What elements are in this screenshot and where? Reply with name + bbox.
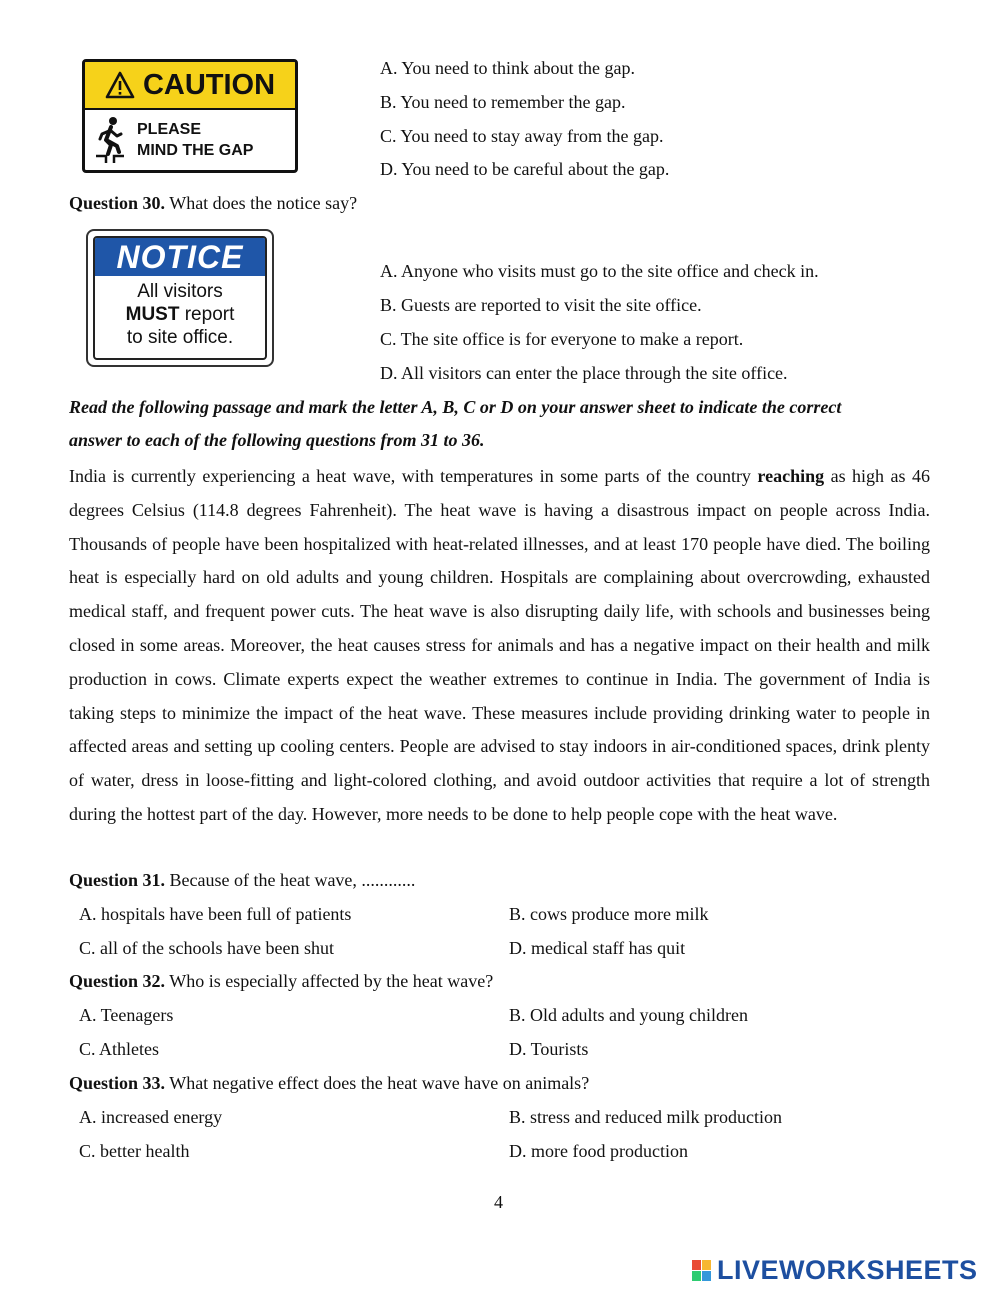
q33-text: What negative effect does the heat wave have on animals? <box>169 1073 590 1093</box>
q32-prompt <box>69 970 493 992</box>
q31-text: Because of the heat wave, ............ <box>169 870 416 890</box>
caution-sign-header <box>85 62 295 110</box>
reading-passage <box>69 460 930 832</box>
q31-option-c[interactable]: C. all of the schools have been shut <box>79 938 334 958</box>
logo-block <box>702 1271 711 1281</box>
logo-text: LIVEWORKSHEETS <box>717 1255 978 1285</box>
q30-option-c[interactable]: C. The site office is for everyone to make a report. <box>380 329 744 349</box>
logo-blocks-icon <box>692 1260 711 1281</box>
q33-number: Question 33. <box>69 1073 166 1093</box>
passage-keyword: reaching <box>757 466 825 486</box>
q30-option-a[interactable]: A. Anyone who visits must go to the site office and check in. <box>380 261 819 281</box>
warning-triangle-icon <box>105 71 135 99</box>
q33-option-d[interactable]: D. more food production <box>509 1141 688 1161</box>
logo-block <box>692 1260 701 1270</box>
instructions-line1: Read the following passage and mark the letter A, B, C or D on your answer sheet to indicate the correct <box>69 397 842 417</box>
notice-sign-header: NOTICE <box>95 238 265 276</box>
q29-option-d[interactable]: D. You need to be careful about the gap. <box>380 159 670 179</box>
q30-option-b[interactable]: B. Guests are reported to visit the site office. <box>380 295 702 315</box>
liveworksheets-logo[interactable] <box>692 1255 978 1286</box>
caution-sign-line2: MIND THE GAP <box>137 142 254 159</box>
notice-sign-line2: report <box>184 304 235 325</box>
q31-number: Question 31. <box>69 870 166 890</box>
page-number: 4 <box>494 1192 503 1212</box>
caution-sign-title: CAUTION <box>142 68 276 101</box>
passage-after: as high as 46 degrees Celsius (114.8 degrees Fahrenheit). The heat wave is having a disastrous impact on people across India. Thousands of people have been hospitalized with heat-related illnesses, and at least 170 people have died. The boiling heat is especially hard on old adults and young children. Hospitals are complaining about overcrowding, exhausted medical staff, and frequent power cuts. The heat wave is also disrupting daily life, with schools and businesses being closed in some areas. Moreover, the heat causes stress for animals and has a negative impact on their health and milk production in cows. Climate experts expect the weather extremes to continue in India. The government of India is taking steps to minimize the impact of the heat wave. These measures include providing drinking water to people in affected areas and setting up cooling centers. People are advised to stay indoors in air-conditioned spaces, drink plenty of water, dress in loose-fitting and light-colored clothing, and avoid outdoor activities that require a lot of strength during the hottest part of the day. However, more needs to be done to help people cope with the heat wave. <box>69 466 930 824</box>
q31-prompt <box>69 869 415 891</box>
caution-sign <box>82 59 298 173</box>
logo-block <box>702 1260 711 1270</box>
q32-option-b[interactable]: B. Old adults and young children <box>509 1005 748 1025</box>
q30-option-d[interactable]: D. All visitors can enter the place through the site office. <box>380 363 788 383</box>
passage-before: India is currently experiencing a heat wave, with temperatures in some parts of the country <box>69 466 751 486</box>
q31-option-d[interactable]: D. medical staff has quit <box>509 938 686 958</box>
q30-number: Question 30. <box>69 193 166 213</box>
notice-sign-line1: All visitors <box>137 281 223 302</box>
q33-option-c[interactable]: C. better health <box>79 1141 190 1161</box>
notice-sign-line3: to site office. <box>126 327 234 348</box>
q32-text: Who is especially affected by the heat wave? <box>169 971 494 991</box>
notice-sign-must: MUST <box>125 304 180 325</box>
person-stepping-gap-icon <box>95 116 125 164</box>
q32-number: Question 32. <box>69 971 166 991</box>
q32-option-d[interactable]: D. Tourists <box>509 1039 589 1059</box>
logo-block <box>692 1271 701 1281</box>
q31-option-b[interactable]: B. cows produce more milk <box>509 904 709 924</box>
q33-prompt <box>69 1072 589 1094</box>
q29-option-c[interactable]: C. You need to stay away from the gap. <box>380 126 664 146</box>
q30-text: What does the notice say? <box>169 193 358 213</box>
notice-sign <box>86 229 274 367</box>
q32-option-a[interactable]: A. Teenagers <box>79 1005 174 1025</box>
instructions-line2: answer to each of the following questions from 31 to 36. <box>69 430 485 450</box>
q29-option-a[interactable]: A. You need to think about the gap. <box>380 58 635 78</box>
q30-prompt <box>69 192 357 214</box>
q29-option-b[interactable]: B. You need to remember the gap. <box>380 92 626 112</box>
q31-option-a[interactable]: A. hospitals have been full of patients <box>79 904 352 924</box>
q32-option-c[interactable]: C. Athletes <box>79 1039 159 1059</box>
q33-option-a[interactable]: A. increased energy <box>79 1107 223 1127</box>
q33-option-b[interactable]: B. stress and reduced milk production <box>509 1107 782 1127</box>
caution-sign-line1: PLEASE <box>137 121 202 138</box>
